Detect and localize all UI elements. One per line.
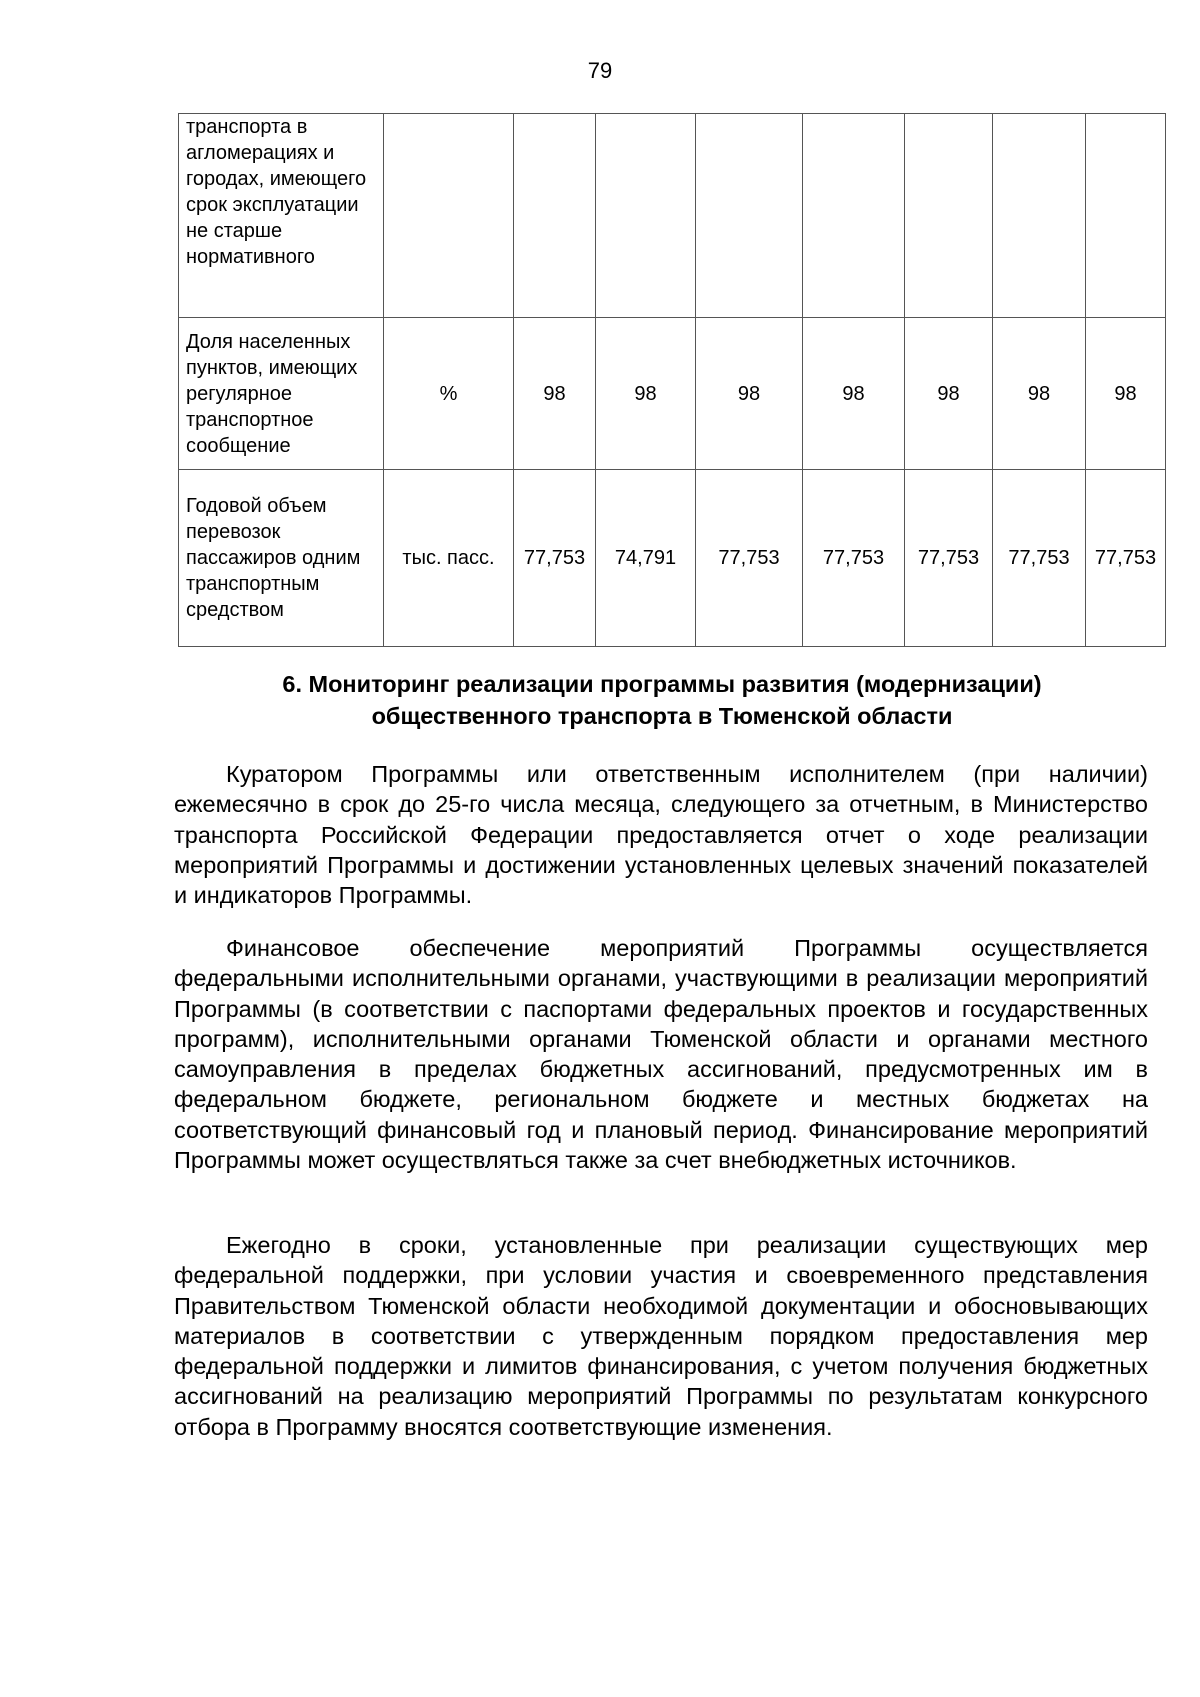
value-cell: 77,753	[696, 470, 803, 647]
section-title	[178, 668, 1146, 732]
unit-cell	[384, 114, 514, 318]
table-row	[179, 114, 1166, 318]
indicator-name-cell: транспорта в агломерациях и городах, имеющего срок эксплуатации не старше нормативного	[179, 114, 384, 318]
indicator-name-cell: Доля населенных пунктов, имеющих регулярное транспортное сообщение	[179, 318, 384, 470]
indicator-name-cell: Годовой объем перевозок пассажиров одним транспортным средством	[179, 470, 384, 647]
value-cell: 77,753	[905, 470, 993, 647]
value-cell	[993, 114, 1086, 318]
table-row	[179, 318, 1166, 470]
value-cell: 77,753	[993, 470, 1086, 647]
value-cell: 98	[596, 318, 696, 470]
value-cell	[596, 114, 696, 318]
value-cell: 98	[803, 318, 905, 470]
value-cell	[905, 114, 993, 318]
page-number: 79	[587, 58, 613, 83]
value-cell: 77,753	[803, 470, 905, 647]
value-cell	[514, 114, 596, 318]
table-row	[179, 470, 1166, 647]
value-cell: 77,753	[1086, 470, 1166, 647]
value-cell	[696, 114, 803, 318]
paragraph-reporting: Куратором Программы или ответственным исполнителем (при наличии) ежемесячно в срок до 25-го числа месяца, следующего за отчетным, в Министерство транспорта Российской Федерации предоставляется отчет о ходе реализации мероприятий Программы и достижении установленных целевых значений показателей и индикаторов Программы.	[174, 761, 1148, 909]
paragraph-annual-changes: Ежегодно в сроки, установленные при реализации существующих мер федеральной поддержки, при условии участия и своевременного представления Правительством Тюменской области необходимой документации и обосновывающих материалов в соответствии с утвержденным порядком предоставления мер федеральной поддержки и лимитов финансирования, с учетом получения бюджетных ассигнований на реализацию мероприятий Программы по результатам конкурсного отбора в Программу вносятся соответствующие изменения.	[174, 1232, 1148, 1440]
value-cell: 77,753	[514, 470, 596, 647]
section-title-line-1: 6. Мониторинг реализации программы развития (модернизации)	[282, 671, 1042, 697]
section-title-line-2: общественного транспорта в Тюменской области	[371, 703, 953, 729]
indicators-table	[178, 113, 1166, 647]
paragraph-financing: Финансовое обеспечение мероприятий Программы осуществляется федеральными исполнительными органами, участвующими в реализации мероприятий Программы (в соответствии с паспортами федеральных проектов и государственных программ), исполнительными органами Тюменской области и органами местного самоуправления в пределах бюджетных ассигнований, предусмотренных им в федеральном бюджете, региональном бюджете и местных бюджетах на соответствующий финансовый год и плановый период. Финансирование мероприятий Программы может осуществляться также за счет внебюджетных источников.	[174, 935, 1148, 1174]
unit-cell: тыс. пасс.	[384, 470, 514, 647]
value-cell: 74,791	[596, 470, 696, 647]
value-cell: 98	[993, 318, 1086, 470]
value-cell	[803, 114, 905, 318]
unit-cell: %	[384, 318, 514, 470]
value-cell: 98	[1086, 318, 1166, 470]
value-cell: 98	[514, 318, 596, 470]
value-cell: 98	[696, 318, 803, 470]
value-cell	[1086, 114, 1166, 318]
value-cell: 98	[905, 318, 993, 470]
